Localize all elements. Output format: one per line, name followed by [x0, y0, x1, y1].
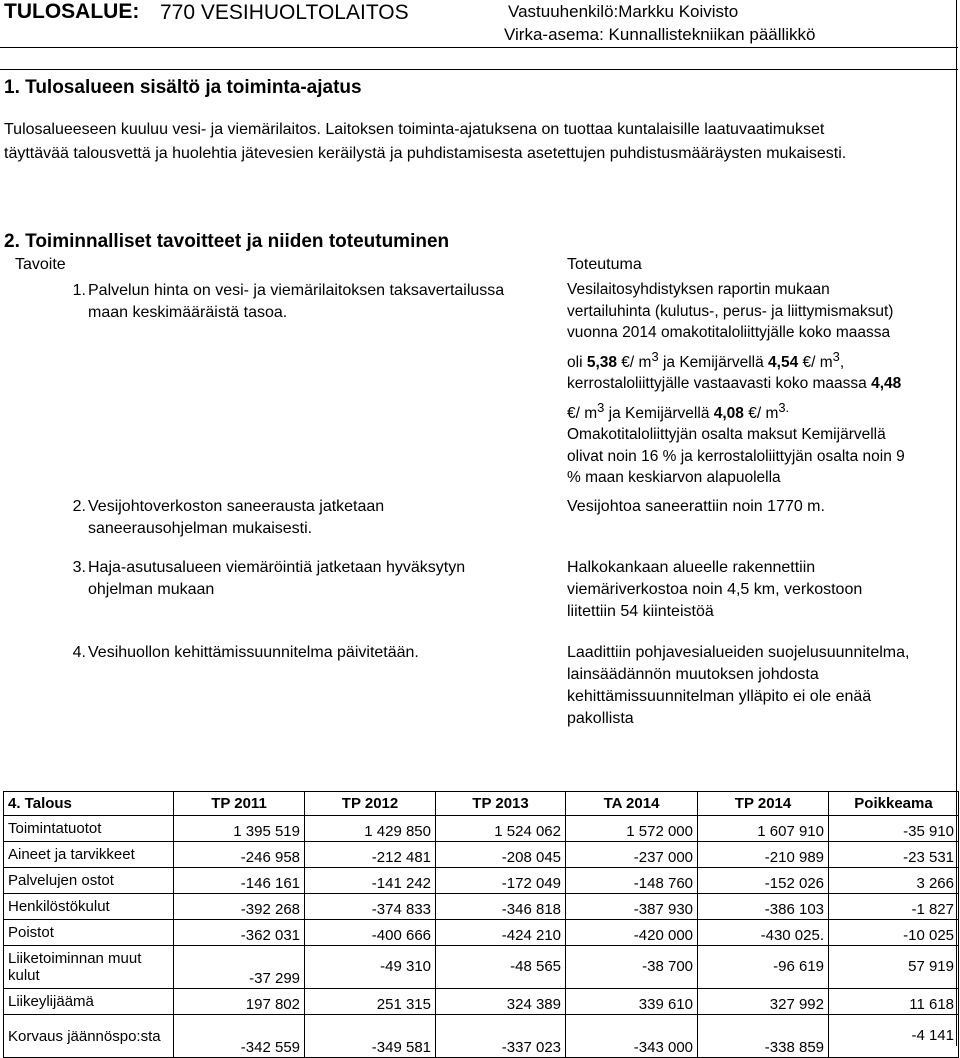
table-cell: -342 559: [174, 1015, 305, 1058]
table-cell: -141 242: [305, 868, 436, 894]
result-text: ja Kemijärvellä: [604, 404, 714, 422]
goal-line: ohjelman mukaan: [88, 581, 215, 598]
result-text: €/ m: [617, 353, 652, 371]
table-row: [4, 842, 959, 868]
result-line: Laadittiin pohjavesialueiden suojelusuunnitelma,: [567, 644, 910, 661]
table-cell: -96 619: [698, 946, 829, 989]
column-header: TA 2014: [566, 792, 698, 816]
goal-line: Haja-asutusalueen viemäröintiä jatketaan hyväksytyn: [88, 559, 466, 576]
unit-exponent: 3: [597, 399, 605, 415]
unit-name: 770 VESIHUOLTOLAITOS: [160, 1, 409, 24]
result-line: viemäriverkostoa noin 4,5 km, verkostoon: [567, 581, 863, 598]
result-line: lainsäädännön muutoksen johdosta: [567, 666, 819, 683]
result-item: [567, 557, 955, 623]
result-item: [567, 496, 955, 518]
table-cell: -349 581: [305, 1015, 436, 1058]
column-header: TP 2013: [436, 792, 566, 816]
section1-text: [4, 118, 954, 166]
goal-number: 3.: [72, 559, 86, 576]
row-label: Palvelujen ostot: [4, 868, 174, 894]
result-line: vuonna 2014 omakotitaloliittyjälle koko maassa: [567, 324, 891, 341]
column-header: Poikkeama: [829, 792, 959, 816]
table-cell: 251 315: [305, 989, 436, 1015]
table-cell: -172 049: [436, 868, 566, 894]
result-text: €/ m: [567, 404, 598, 422]
table-cell: 1 524 062: [436, 816, 566, 842]
table-row: [4, 816, 959, 842]
price-value: 4,48: [871, 375, 902, 393]
table-cell: -343 000: [566, 1015, 698, 1058]
price-value: 5,38: [586, 353, 617, 371]
table-cell: -4 141: [829, 1015, 959, 1058]
table-cell: -152 026: [698, 868, 829, 894]
price-value: 4,54: [768, 353, 799, 371]
table-cell: -346 818: [436, 894, 566, 920]
table-header-row: [4, 792, 959, 816]
divider: [0, 47, 958, 48]
row-label: Liikeylijäämä: [4, 989, 174, 1015]
table-cell: 1 429 850: [305, 816, 436, 842]
table-cell: -400 666: [305, 920, 436, 946]
result-line: olivat noin 16 % ja kerrostaloliittyjän osalta noin 9: [567, 447, 905, 465]
result-text: kerrostaloliittyjälle vastaavasti koko maassa: [567, 375, 872, 393]
table-cell: -338 859: [698, 1015, 829, 1058]
table-row: [4, 946, 959, 989]
result-column-header: Toteutuma: [567, 256, 642, 273]
price-value: 4,08: [713, 404, 744, 422]
goal-number: 4.: [72, 644, 86, 661]
result-line: kehittämissuunnitelman ylläpito ei ole enää: [567, 688, 872, 705]
section1-line: täyttävää talousvettä ja huolehtia jätevesien keräilystä ja puhdistamisesta asetettujen puhdistusmääräysten mukaisesti.: [4, 145, 847, 162]
goal-number: 2.: [72, 498, 86, 515]
table-cell: -148 760: [566, 868, 698, 894]
row-label: Liiketoiminnan muut kulut: [4, 946, 174, 989]
table-cell: 3 266: [829, 868, 959, 894]
table-row: [4, 868, 959, 894]
result-line: pakollista: [567, 710, 634, 727]
table-cell: 1 572 000: [566, 816, 698, 842]
table-cell: -430 025.: [698, 920, 829, 946]
column-header: TP 2012: [305, 792, 436, 816]
table-cell: -10 025: [829, 920, 959, 946]
table-cell: -374 833: [305, 894, 436, 920]
result-line: Halkokankaan alueelle rakennettiin: [567, 559, 816, 576]
result-text: €/ m: [798, 353, 833, 371]
unit-exponent: 3: [651, 348, 659, 364]
section1-heading: 1. Tulosalueen sisältö ja toiminta-ajatus: [4, 77, 362, 98]
unit-exponent: 3: [832, 348, 840, 364]
tulosalue-label: TULOSALUE:: [4, 0, 140, 23]
table-cell: -23 531: [829, 842, 959, 868]
table-cell: 339 610: [566, 989, 698, 1015]
table-cell: 324 389: [436, 989, 566, 1015]
column-header: TP 2014: [698, 792, 829, 816]
result-line: Omakotitaloliittyjän osalta maksut Kemijärvellä: [567, 426, 886, 444]
table-cell: 197 802: [174, 989, 305, 1015]
table-cell: -38 700: [566, 946, 698, 989]
table-cell: -392 268: [174, 894, 305, 920]
result-line: liitettiin 54 kiinteistöä: [567, 603, 714, 620]
result-line: vertailuhinta (kulutus-, perus- ja liittymismaksut): [567, 302, 894, 320]
table-cell: 327 992: [698, 989, 829, 1015]
table-cell: -1 827: [829, 894, 959, 920]
table-cell: -387 930: [566, 894, 698, 920]
goal-line: Palvelun hinta on vesi- ja viemärilaitoksen taksavertailussa: [88, 282, 505, 299]
table-cell: -420 000: [566, 920, 698, 946]
row-label: Toimintatuotot: [4, 816, 174, 842]
table-row: [4, 920, 959, 946]
result-text: €/ m: [743, 404, 779, 422]
title-bar: [0, 0, 960, 44]
column-header: 4. Talous: [4, 792, 174, 816]
goal-line: Vesihuollon kehittämissuunnitelma päivitetään.: [88, 644, 419, 661]
unit-exponent: 3.: [778, 399, 790, 415]
responsible-person: Vastuuhenkilö:Markku Koivisto: [508, 2, 739, 21]
table-cell: -208 045: [436, 842, 566, 868]
result-item: [567, 279, 955, 489]
result-text: oli: [567, 353, 587, 371]
job-position: Virka-asema: Kunnallistekniikan päällikkö: [504, 25, 816, 44]
section1-line: Tulosalueeseen kuuluu vesi- ja viemärilaitos. Laitoksen toiminta-ajatuksena on tuottaa kuntalaisille laatuvaatimukset: [4, 121, 825, 138]
goal-column-header: Tavoite: [15, 256, 66, 273]
table-cell: -37 299: [174, 946, 305, 989]
result-line: [567, 346, 955, 374]
table-row: [4, 989, 959, 1015]
table-cell: -246 958: [174, 842, 305, 868]
table-cell: 11 618: [829, 989, 959, 1015]
result-line: [567, 397, 955, 425]
goal-line: saneerausohjelman mukaisesti.: [88, 520, 313, 537]
row-label: Korvaus jäännöspo:sta: [4, 1015, 174, 1058]
table-cell: -212 481: [305, 842, 436, 868]
result-line: Vesilaitosyhdistyksen raportin mukaan: [567, 281, 830, 298]
table-row: [4, 1015, 959, 1058]
result-item: [567, 642, 955, 730]
result-line: Vesijohtoa saneerattiin noin 1770 m.: [567, 498, 825, 515]
goal-line: Vesijohtoverkoston saneerausta jatketaan: [88, 498, 385, 515]
table-cell: -35 910: [829, 816, 959, 842]
table-cell: -210 989: [698, 842, 829, 868]
row-label: Aineet ja tarvikkeet: [4, 842, 174, 868]
section2-heading: 2. Toiminnalliset tavoitteet ja niiden toteutuminen: [4, 231, 450, 252]
row-label: Poistot: [4, 920, 174, 946]
table-cell: -237 000: [566, 842, 698, 868]
result-line: % maan keskiarvon alapuolella: [567, 469, 781, 487]
goal-number: 1.: [72, 282, 86, 299]
table-cell: -146 161: [174, 868, 305, 894]
divider: [0, 69, 958, 70]
table-cell: 57 919: [829, 946, 959, 989]
finance-table: [3, 791, 959, 1058]
table-row: [4, 894, 959, 920]
result-line: [567, 373, 955, 395]
column-header: TP 2011: [174, 792, 305, 816]
table-cell: 1 395 519: [174, 816, 305, 842]
table-cell: -362 031: [174, 920, 305, 946]
table-cell: -48 565: [436, 946, 566, 989]
result-text: ja Kemijärvellä: [658, 353, 769, 371]
table-cell: -424 210: [436, 920, 566, 946]
table-cell: -49 310: [305, 946, 436, 989]
table-cell: -337 023: [436, 1015, 566, 1058]
table-cell: 1 607 910: [698, 816, 829, 842]
result-text: ,: [839, 353, 845, 371]
row-label: Henkilöstökulut: [4, 894, 174, 920]
table-cell: -386 103: [698, 894, 829, 920]
goal-line: maan keskimääräistä tasoa.: [88, 304, 288, 321]
